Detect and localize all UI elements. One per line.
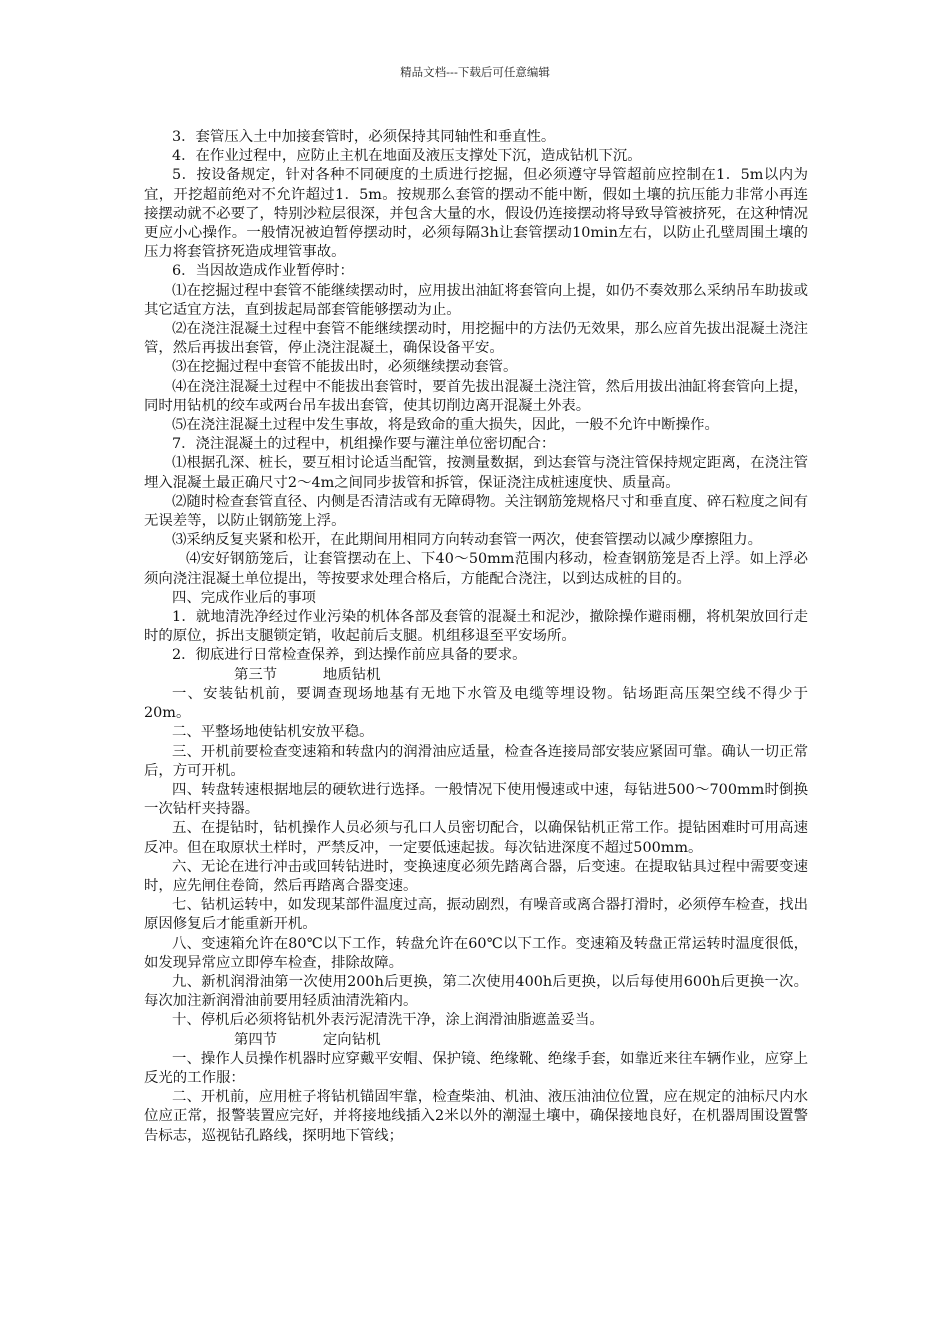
paragraph: ⑴根据孔深、桩长，要互相讨论适当配管，按测量数据，到达套管与浇注管保持规定距离，在浇注管埋入混凝土最正确尺寸2～4m之间同步拔管和拆管，保证浇注成桩速度快、质量高。 (144, 455, 808, 491)
paragraph: 一、操作人员操作机器时应穿戴平安帽、保护镜、绝缘靴、绝缘手套，如靠近来往车辆作业，应穿上反光的工作服： (144, 1050, 808, 1086)
paragraph: ⑶在挖掘过程中套管不能拔出时，必须继续摆动套管。 (172, 359, 518, 376)
paragraph: ⑶采纳反复夹紧和松开，在此期间用相同方向转动套管一两次，使套管摆动以减少摩擦阻力。 (172, 532, 763, 549)
paragraph: 1．就地清洗净经过作业污染的机体各部及套管的混凝土和泥沙，撤除操作避雨棚，将机架放回行走时的原位，拆出支腿锁定销，收起前后支腿。机组移退至平安场所。 (144, 609, 808, 645)
document-body (144, 128, 808, 1146)
section-heading: 四、完成作业后的事项 (172, 589, 316, 606)
section-title: 第四节 定向钻机 (234, 1031, 381, 1048)
paragraph: 八、变速箱允许在80℃以下工作，转盘允许在60℃以下工作。变速箱及转盘正常运转时温度很低，如发现异常应立即停车检查，排除故障。 (144, 935, 808, 971)
section-title: 第三节 地质钻机 (234, 666, 381, 683)
paragraph: 2．彻底进行日常检查保养，到达操作前应具备的要求。 (172, 647, 527, 664)
paragraph: ⑵随时检查套管直径、内侧是否清洁或有无障碍物。关注钢筋笼规格尺寸和垂直度、碎石粒度之间有无误差等，以防止钢筋笼上浮。 (144, 493, 808, 530)
paragraph: 三、开机前要检查变速箱和转盘内的润滑油应适量，检查各连接局部安装应紧固可靠。确认一切正常后，方可开机。 (144, 743, 808, 779)
paragraph: ⑴在挖掘过程中套管不能继续摆动时，应用拔出油缸将套管向上提，如仍不奏效那么采纳吊车助拔或其它适宜方法，直到拔起局部套管能够摆动为止。 (144, 282, 808, 318)
paragraph: 二、开机前，应用桩子将钻机锚固牢靠，检查柴油、机油、液压油油位位置，应在规定的油标尺内水位应正常，报警装置应完好，并将接地线插入2米以外的潮湿土壤中，确保接地良好，在机器周围设置警告标志，巡视钻孔路线，探明地下管线； (144, 1089, 808, 1144)
paragraph: 一、安装钻机前，要调查现场地基有无地下水管及电缆等埋设物。钻场距高压架空线不得少于20m。 (144, 685, 808, 722)
paragraph: 六、无论在进行冲击或回转钻进时，变换速度必须先踏离合器，后变速。在提取钻具过程中需要变速时，应先闸住卷筒，然后再踏离合器变速。 (144, 858, 808, 894)
paragraph: 七、钻机运转中，如发现某部件温度过高，振动剧烈，有噪音或离合器打滑时，必须停车检查，找出原因修复后才能重新开机。 (144, 897, 808, 933)
paragraph: 九、新机润滑油第一次使用200h后更换，第二次使用400h后更换，以后每使用600h后更换一次。每次加注新润滑油前要用轻质油清洗箱内。 (144, 973, 808, 1010)
paragraph: ⑵在浇注混凝土过程中套管不能继续摆动时，用挖掘中的方法仍无效果，那么应首先拔出混凝土浇注管，然后再拔出套管，停止浇注混凝土，确保设备平安。 (144, 321, 808, 357)
paragraph: ⑷在浇注混凝土过程中不能拔出套管时，要首先拔出混凝土浇注管，然后用拔出油缸将套管向上提，同时用钻机的绞车或两台吊车拔出套管，使其切削边离开混凝土外表。 (144, 378, 808, 414)
paragraph: 4．在作业过程中，应防止主机在地面及液压支撑处下沉，造成钻机下沉。 (172, 148, 642, 165)
paragraph: 3．套管压入土中加接套管时，必须保持其同轴性和垂直性。 (172, 129, 556, 145)
paragraph: 四、转盘转速根据地层的硬软进行选择。一般情况下使用慢速或中速，每钻进500～700mm时倒换一次钻杆夹持器。 (144, 781, 808, 818)
page-header: 精品文档---下载后可任意编辑 (400, 65, 550, 79)
paragraph: 二、平整场地使钻机安放平稳。 (172, 724, 374, 741)
paragraph: 5．按设备规定，针对各种不同硬度的土质进行挖掘，但必须遵守导管超前应控制在1．5m以内为宜，开挖超前绝对不允许超过1．5m。按规那么套管的摆动不能中断，假如土壤的抗压能力非常小再连接摆动就不必要了，特别沙粒层很深，并包含大量的水，假设仍连接摆动将导致导管被挤死，在这种情况更应小心操作。一般情况被迫暂停摆动时，必须每隔3h让套管摆动10min左右，以防止孔壁周围土壤的压力将套管挤死造成埋管事故。 (144, 167, 808, 261)
paragraph: 7．浇注混凝土的过程中，机组操作要与灌注单位密切配合： (172, 436, 556, 453)
paragraph: ⑸在浇注混凝土过程中发生事故，将是致命的重大损失，因此，一般不允许中断操作。 (172, 417, 719, 434)
paragraph: 五、在提钻时，钻机操作人员必须与孔口人员密切配合，以确保钻机正常工作。提钻困难时可用高速反冲。但在取原状土样时，严禁反冲，一定要低速起拔。每次钻进深度不超过500mm。 (144, 820, 808, 856)
paragraph: ⑷安好钢筋笼后，让套管摆动在上、下40～50mm范围内移动，检查钢筋笼是否上浮。如上浮必须向浇注混凝土单位提出，等按要求处理合格后，方能配合浇注，以到达成桩的目的。 (144, 551, 808, 587)
paragraph: 十、停机后必须将钻机外表污泥清洗干净，涂上润滑油脂遮盖妥当。 (172, 1012, 604, 1029)
paragraph: 6．当因故造成作业暂停时： (172, 263, 354, 280)
